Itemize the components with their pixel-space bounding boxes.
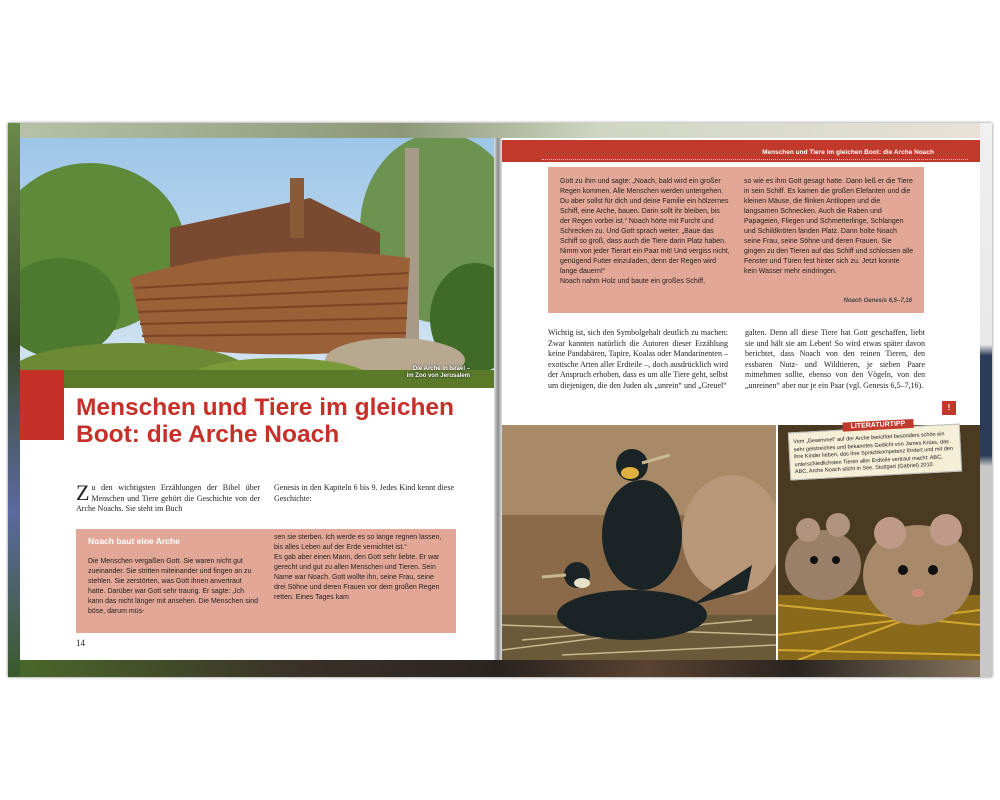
book-spread [8, 123, 992, 677]
story-box-continued [548, 167, 924, 313]
cormorants-photo [502, 425, 776, 660]
story-box [76, 529, 456, 633]
intro-text-2: Genesis in den Kapiteln 6 bis 9. Jedes Kind kennt diese Geschichte: [274, 483, 454, 503]
intro-text-1: u den wichtigsten Erzählungen der Bibel über Menschen und Tiere gehört die Geschichte von der Arche Noachs. Sie steht im Buch [76, 483, 260, 513]
running-head-rule [542, 159, 968, 160]
running-head: Menschen und Tiere im gleichen Boot: die Arche Noach [762, 149, 934, 156]
story-box-column-2: sen sie sterben. Ich werde es so lange regnen lassen, bis alles Leben auf der Erde vernichtet ist.“ Es gab aber einen Mann, den Gott sehr liebte. Er war gerecht und gut zu allen Menschen und Tieren. Sein Name war Noach. Gott wollte ihn, seine Frau, seine drei Söhne und deren Frauen vor dem großen Regen retten. Eines Tages kam [274, 534, 442, 601]
right-page [502, 138, 980, 660]
intro-column-1 [76, 480, 260, 515]
story-source: Noach Genesis 6,5–7,16 [843, 298, 912, 304]
page-number: 14 [76, 638, 85, 648]
story-box-column-1: Die Menschen vergaßen Gott. Sie waren nicht gut zueinander. Sie stritten miteinander und fingen an zu stehlen. Sie zerstörten, was Gott ihnen anvertraut hatte. Darüber war Gott sehr traurig. Er sagte: „Ich kann das nicht länger mit ansehen. Die Menschen sind böse, darum müs- [88, 558, 259, 615]
story-box-title: Noach baut eine Arche [88, 536, 180, 546]
body-column-1: Wichtig ist, sich den Symbolgehalt deutlich zu machen: Zwar kannten natürlich die Autoren dieser Erzählung keine Pandabären, Tapire, Koalas oder Mandarinenten – exotische Arten aller Erdteile –, doch ausdrücklich wird der Anspruch erhoben, dass es um alle Tiere geht, selbst um diejenigen, die den Juden als „unrein“ und „Greuel“ [548, 328, 728, 390]
story-box-right-column-1: Gott zu ihm und sagte: „Noach, bald wird ein großer Regen kommen. Alle Menschen werden untergehen. Du aber sollst für dich und deine Familie ein hölzernes Schiff, eine Arche, bauen. Darin sollt ihr bleiben, bis der Regen vorbei ist.“ Noach hörte mit Furcht und Schrecken zu. Und Gott sprach weiter: „Baue das Schiff so groß, dass auch die Tiere darin Platz haben. Nimm von jeder Tierart ein Paar mit! Und vergiss nicht, genügend Futter einzuladen, denn der Regen wird lange dauern!“ Noach nahm Holz und baute ein großes Schiff, [560, 178, 730, 285]
background-right-edge [980, 123, 992, 677]
story-box-right-column-2: so wie es ihm Gott gesagt hatte. Dann ließ er die Tiere in sein Schiff. Es kamen die großen Elefanten und die kleinen Mäuse, die flinken Antilopen und die langsamen Schnecken. Auch die Raben und Papageien, Fliegen und Schmetterlinge, Schlangen und Schildkröten fanden Platz. Dann holte Noach seine Frau, seine Söhne und deren Frauen. Sie gingen zu den Tieren auf das Schiff und schlossen alle Fenster und Türen fest hinter sich zu. Jetzt konnte kein Wasser mehr eindringen. [744, 178, 914, 275]
literature-tip-label: LITERATURTIPP [842, 419, 913, 432]
book-gutter [494, 138, 502, 660]
dropcap: Z [76, 480, 90, 505]
cormorants-illustration [502, 425, 776, 660]
ark-photo [20, 138, 494, 388]
photo-caption: Die Arche in Israel – im Zoo von Jerusalem [406, 366, 470, 379]
body-column-2: galten. Denn all diese Tiere hat Gott geschaffen, liebt sie und hält sie am Leben! So wird etwas später davon berichtet, dass Noach von den reinen Tieren, den essbaren Nutz- und Wildtieren, je sieben Paare mitnehmen sollte, ebenso von den Vögeln, von den „unreinen“ aber nur je ein Paar (vgl. Genesis 6,5–7,16). [745, 328, 925, 390]
intro-column-2 [274, 483, 454, 504]
heading-accent-bar [20, 370, 64, 440]
running-head-bar [502, 140, 980, 162]
background-left-edge [8, 123, 20, 677]
ark-illustration [20, 138, 494, 388]
literature-tip-text: Vom „Gewimmel“ auf der Arche berichtet besonders schön ein sehr geistreiches und bekanntes Gedicht von James Krüss, das ihre Kinder lieben, das ihre Sprachkompetenz fördert und mit den unterschiedlichsten Tieren aller Erdteile vertraut macht: ABC, ABC, Arche Noach sticht in See, Stuttgart (Gabriel) 2010. [793, 431, 954, 476]
background-animal-strip [8, 123, 992, 138]
literature-tip-box [788, 420, 962, 481]
page-heading: Menschen und Tiere im gleichen Boot: die Arche Noach [76, 394, 455, 448]
tip-exclamation-icon: ! [942, 401, 956, 415]
left-page [20, 138, 494, 660]
background-animal-strip-bottom [8, 660, 992, 677]
